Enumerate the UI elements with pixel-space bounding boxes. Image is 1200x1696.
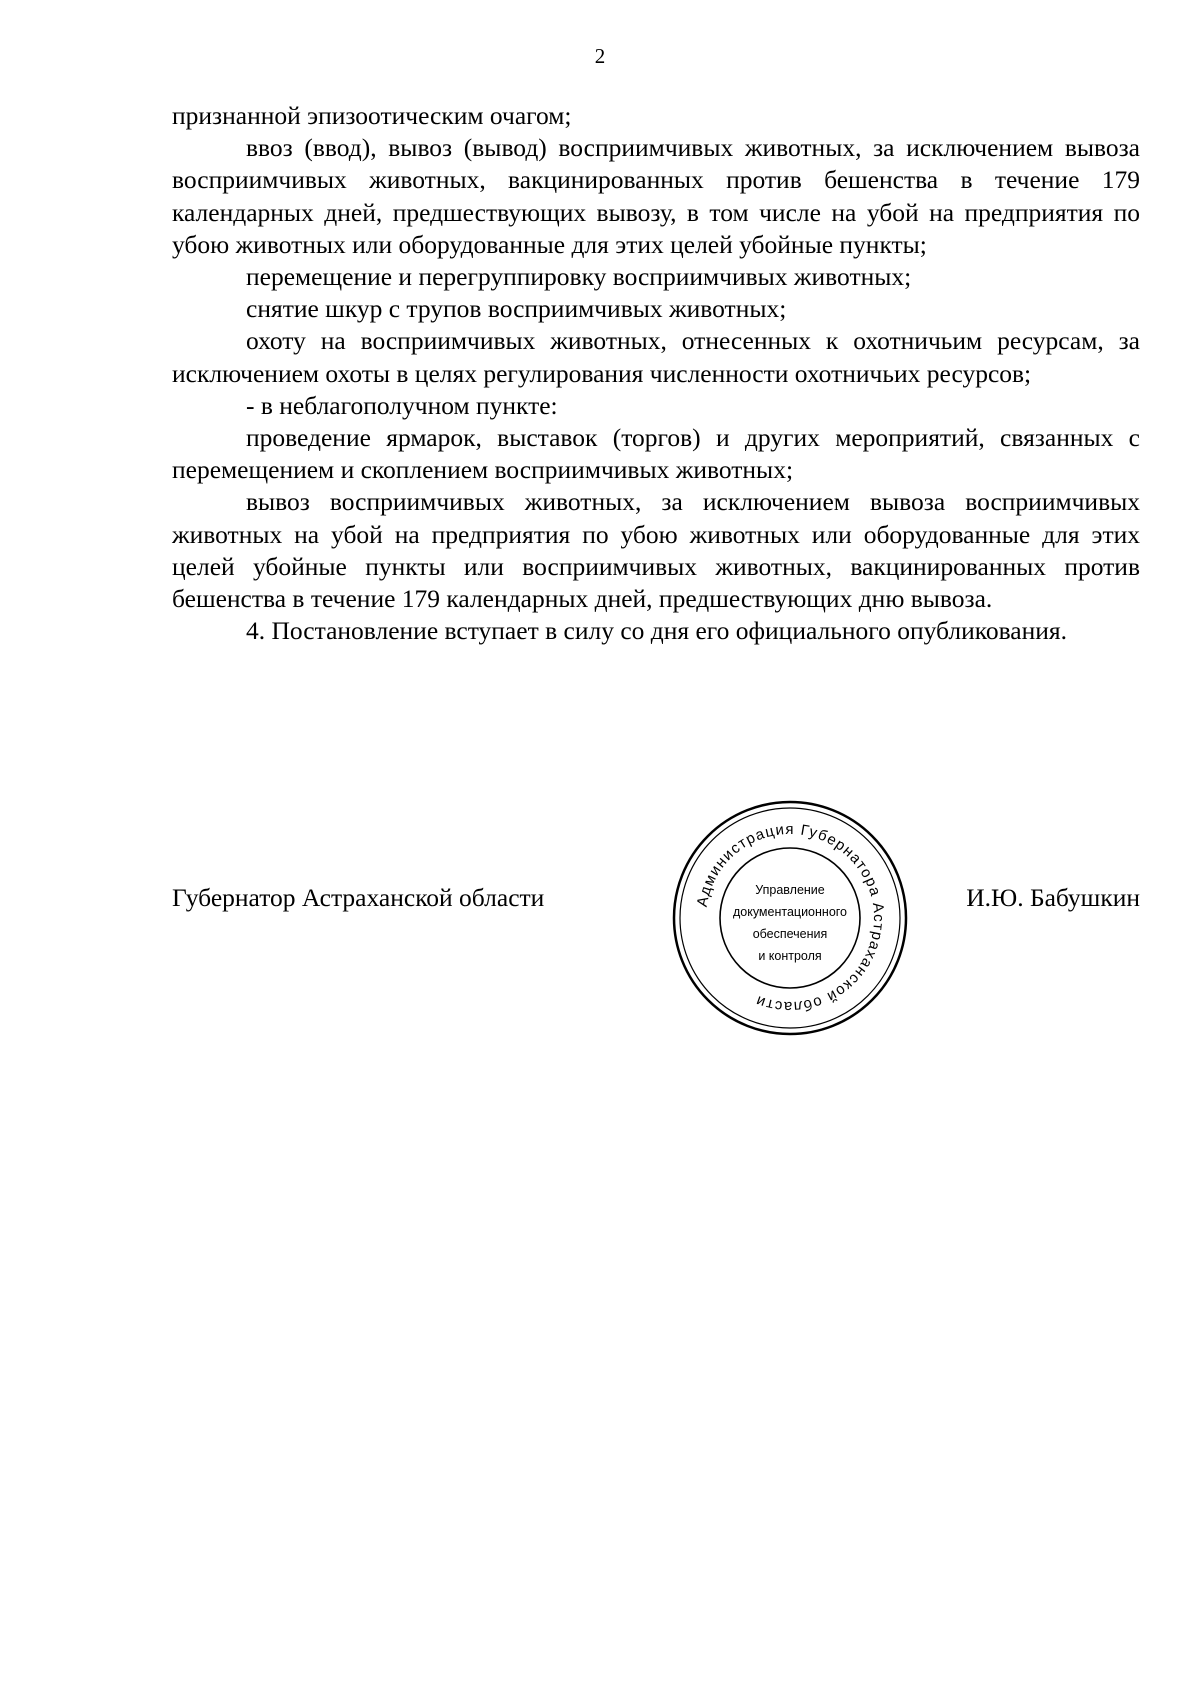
paragraph: снятие шкур с трупов восприимчивых животных; bbox=[246, 294, 787, 324]
official-seal bbox=[670, 798, 910, 1038]
seal-ring-text: Администрация Губернатора Астраханской области bbox=[693, 820, 888, 1016]
page-number: 2 bbox=[594, 44, 606, 68]
paragraph: охоту на восприимчивых животных, отнесенных к охотничьим ресурсам, за исключением охоты в целях регулирования численности охотничьих ресурсов; bbox=[172, 326, 1140, 388]
paragraph: 4. Постановление вступает в силу со дня его официального опубликования. bbox=[246, 616, 1067, 646]
seal-center-line: и контроля bbox=[758, 949, 822, 963]
seal-center-line: Управление bbox=[755, 883, 825, 897]
paragraph: перемещение и перегруппировку восприимчивых животных; bbox=[246, 262, 912, 292]
seal-center-line: обеспечения bbox=[752, 927, 828, 941]
paragraph: признанной эпизоотическим очагом; bbox=[172, 101, 572, 130]
paragraph: ввоз (ввод), вывоз (вывод) восприимчивых животных, за исключением вывоза восприимчивых животных, вакцинированных против бешенства в течение 179 календарных дней, предшествующих вывозу, в том числе на убой на предприятия по убою животных или оборудованные для этих целей убойные пункты; bbox=[172, 133, 1140, 259]
paragraph: вывоз восприимчивых животных, за исключением вывоза восприимчивых животных на убой на предприятия по убою животных или оборудованные для этих целей убойные пункты или восприимчивых животных, вакцинированных против бешенства в течение 179 календарных дней, предшествующих дню вывоза. bbox=[172, 487, 1140, 614]
signatory-title: Губернатор Астраханской области bbox=[172, 883, 545, 912]
document-body bbox=[172, 100, 1140, 647]
seal-center-line: документационного bbox=[732, 905, 848, 919]
signatory-name: И.Ю. Бабушкин bbox=[966, 883, 1140, 912]
paragraph: - в неблагополучном пункте: bbox=[246, 390, 558, 420]
paragraph: проведение ярмарок, выставок (торгов) и других мероприятий, связанных с перемещением и скоплением восприимчивых животных; bbox=[172, 423, 1140, 485]
